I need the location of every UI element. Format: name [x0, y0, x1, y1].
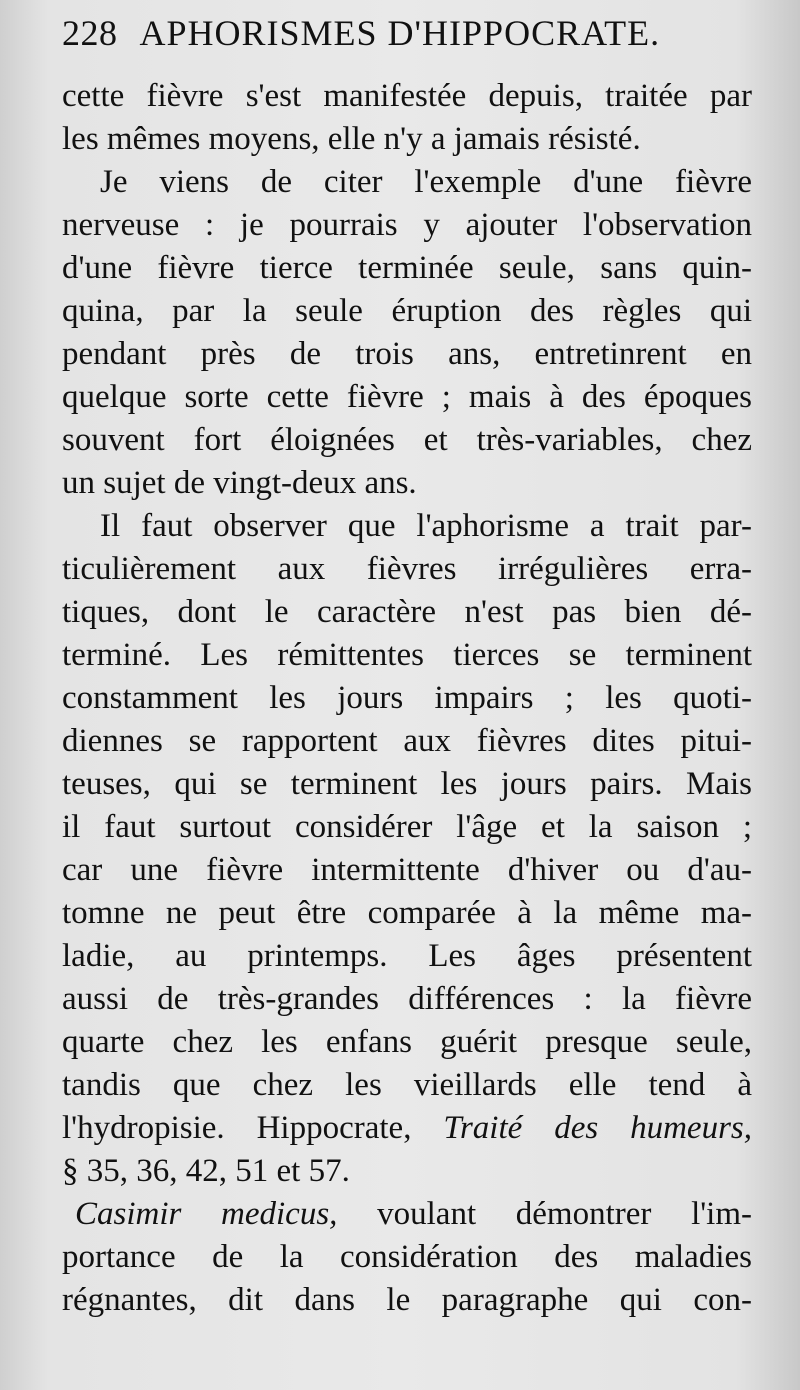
text-line: diennes se rapportent aux fièvres dites pitui- — [62, 723, 752, 759]
text-line: quarte chez les enfans guérit presque seule, — [62, 1024, 752, 1060]
text-line: § 35, 36, 42, 51 et 57. — [62, 1153, 350, 1189]
text-line: teuses, qui se terminent les jours pairs. Mais — [62, 766, 752, 802]
treatise-title: Traité des humeurs, — [443, 1110, 753, 1146]
text-line: régnantes, dit dans le paragraphe qui con- — [62, 1282, 752, 1318]
text-line: pendant près de trois ans, entretinrent en — [62, 336, 752, 372]
text-line: d'une fièvre tierce terminée seule, sans quin- — [62, 250, 752, 286]
running-header — [62, 12, 742, 72]
text-line: tomne ne peut être comparée à la même ma- — [62, 895, 752, 931]
text-line: les mêmes moyens, elle n'y a jamais résisté. — [62, 121, 641, 157]
text-line: terminé. Les rémittentes tierces se terminent — [62, 637, 752, 673]
text-line: ladie, au printemps. Les âges présentent — [62, 938, 752, 974]
text-line: tandis que chez les vieillards elle tend à — [62, 1067, 752, 1103]
running-title: APHORISMES D'HIPPOCRATE. — [139, 13, 661, 53]
text-line: Il faut observer que l'aphorisme a trait par- — [100, 508, 752, 544]
casimir-text: voulant démontrer l'im- — [377, 1196, 753, 1232]
page-number: 228 — [62, 13, 118, 53]
text-line: quelque sorte cette fièvre ; mais à des époques — [62, 379, 752, 415]
text-line: car une fièvre intermittente d'hiver ou d'au- — [62, 852, 752, 888]
text-line: constamment les jours impairs ; les quoti- — [62, 680, 752, 716]
text-line: Je viens de citer l'exemple d'une fièvre — [100, 164, 752, 200]
text-line: nerveuse : je pourrais y ajouter l'observation — [62, 207, 752, 243]
text-line: souvent fort éloignées et très-variables, chez — [62, 422, 752, 458]
citation-text: l'hydropisie. Hippocrate, — [62, 1110, 412, 1146]
text-line: tiques, dont le caractère n'est pas bien dé- — [62, 594, 752, 630]
text-line-citation — [62, 1107, 752, 1150]
text-line: cette fièvre s'est manifestée depuis, traitée par — [62, 78, 752, 114]
author-name: Casimir medicus, — [75, 1196, 338, 1232]
text-line: portance de la considération des maladies — [62, 1239, 752, 1275]
text-line-casimir — [75, 1193, 752, 1236]
text-line: quina, par la seule éruption des règles qui — [62, 293, 752, 329]
text-line: il faut surtout considérer l'âge et la saison ; — [62, 809, 752, 845]
text-line: aussi de très-grandes différences : la fièvre — [62, 981, 752, 1017]
text-line: ticulièrement aux fièvres irrégulières erra- — [62, 551, 752, 587]
text-line: un sujet de vingt-deux ans. — [62, 465, 417, 501]
